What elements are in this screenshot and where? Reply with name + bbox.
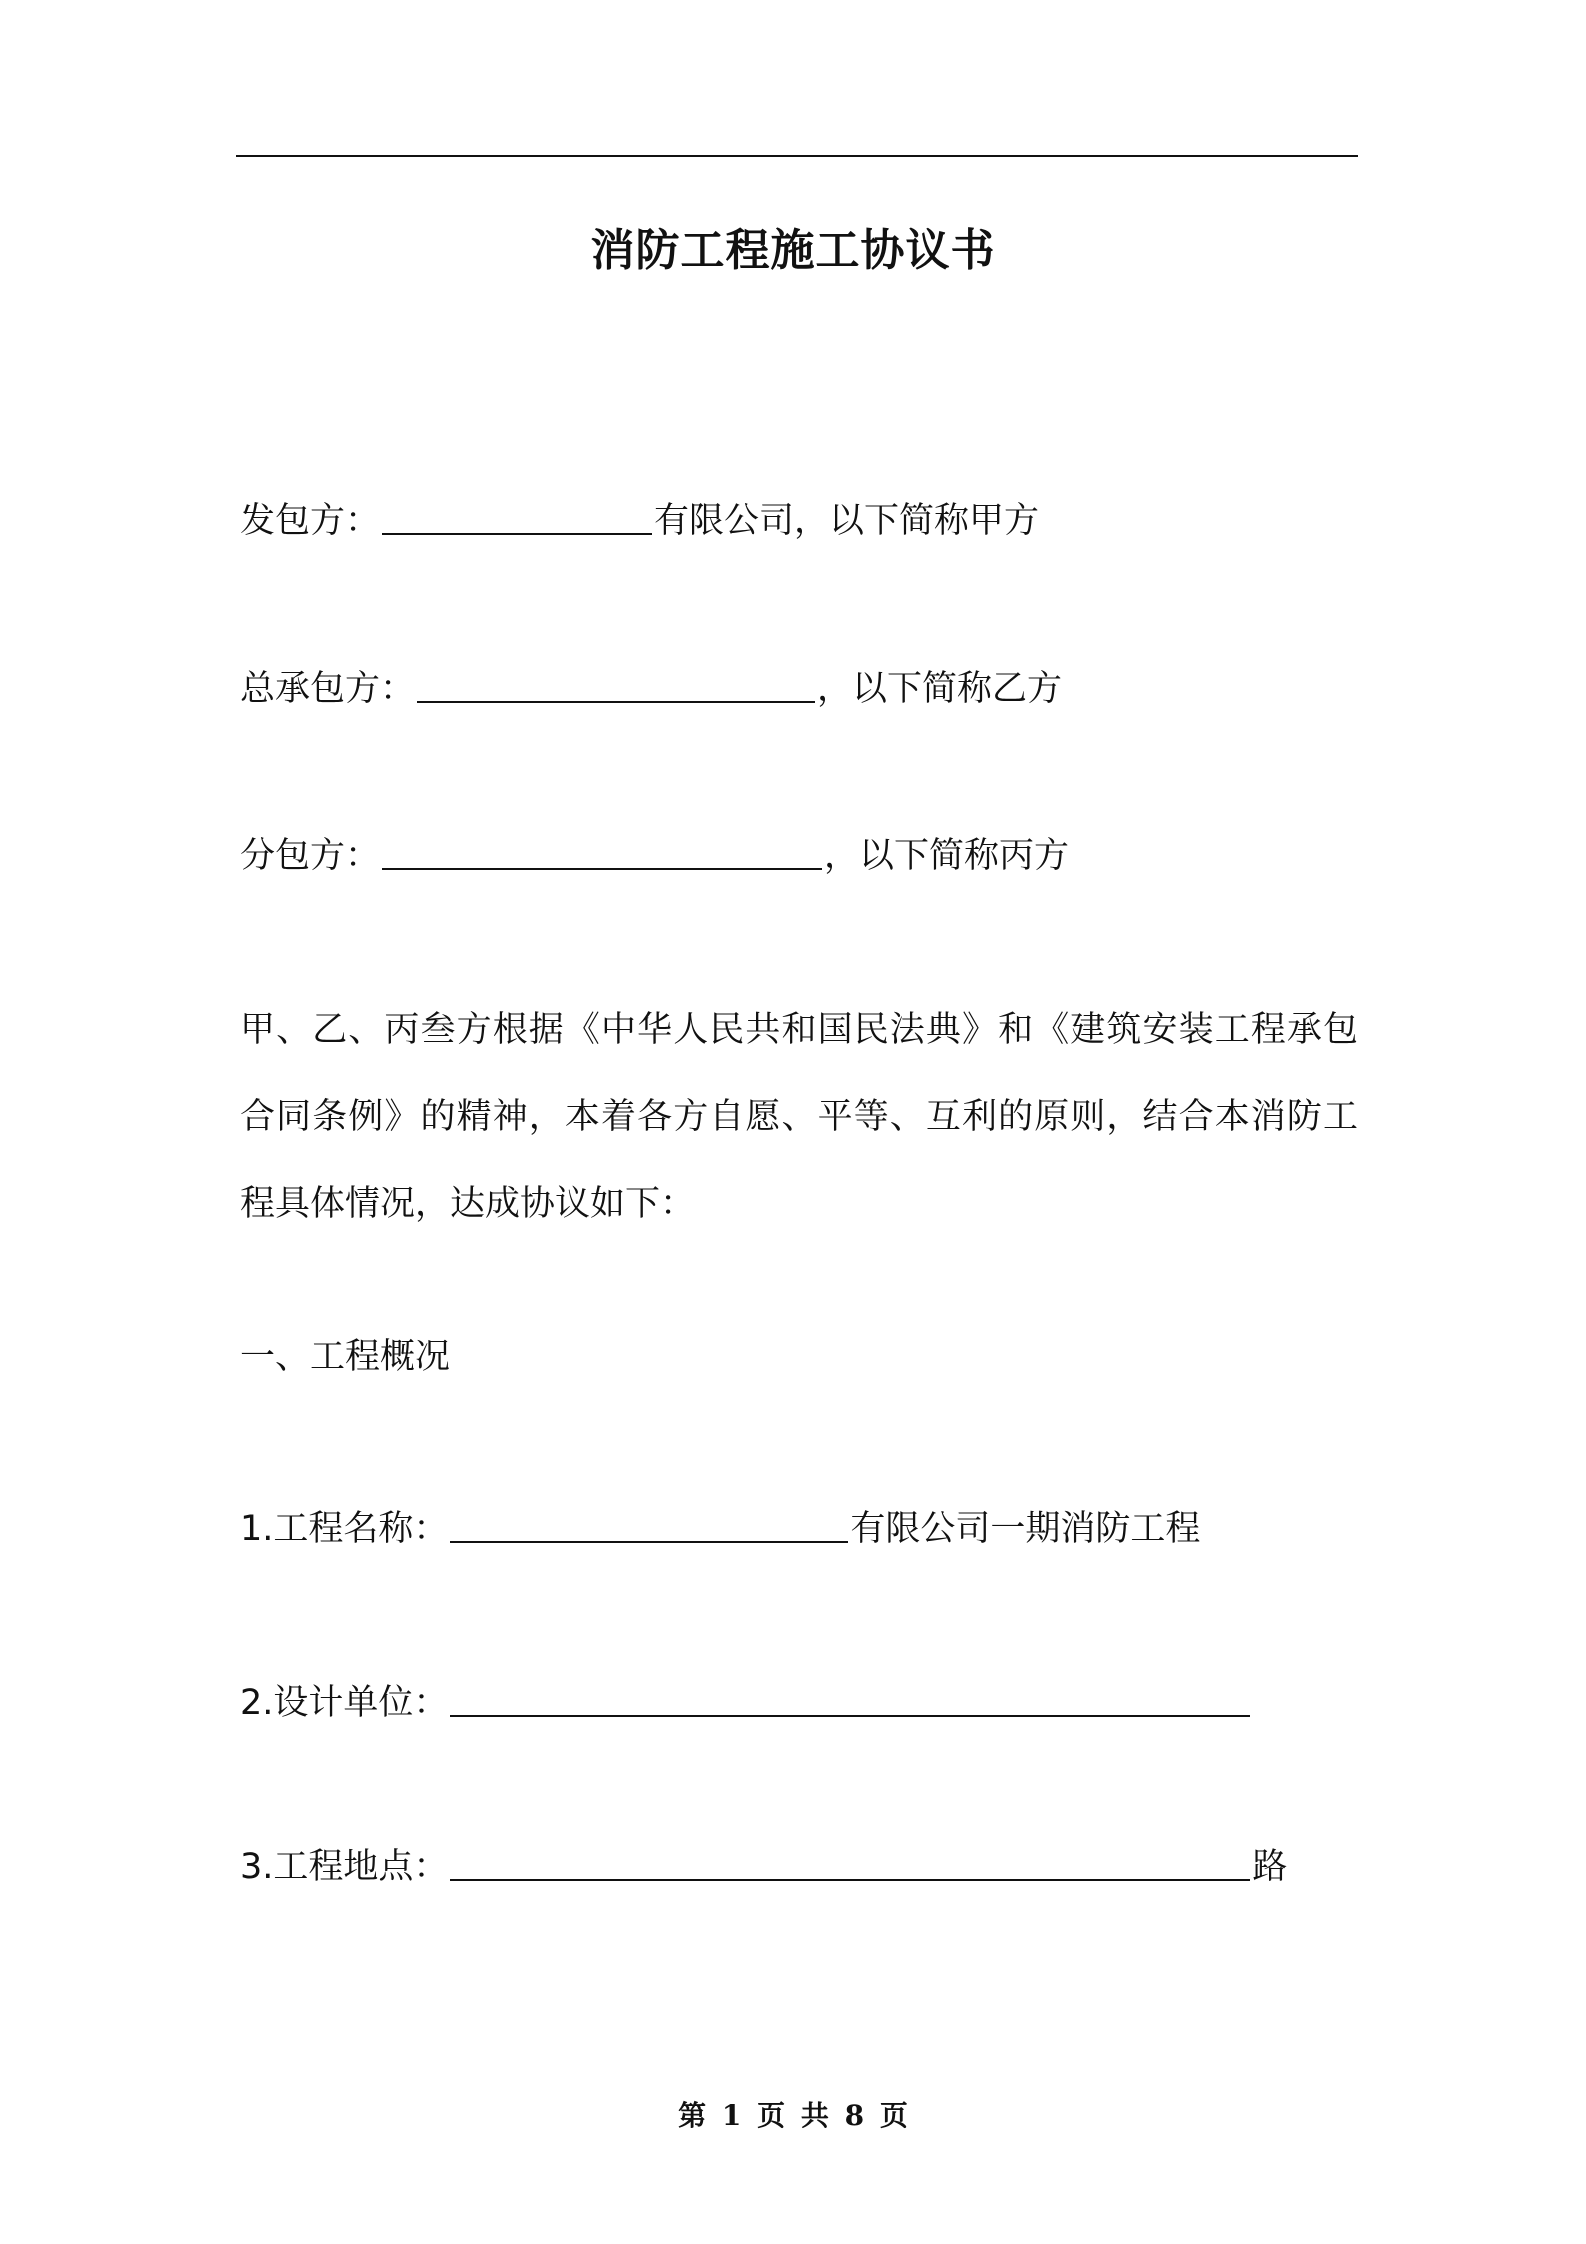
- subcontractor-suffix: ，以下简称丙方: [824, 835, 1070, 876]
- project-location-blank-field[interactable]: [450, 1842, 1250, 1881]
- design-unit-line: [240, 1678, 1252, 1724]
- design-unit-label: 2.设计单位：: [240, 1682, 449, 1723]
- intro-paragraph: 甲、乙、丙叁方根据《中华人民共和国民法典》和《建筑安装工程承包合同条例》的精神，本着各方自愿、平等、互利的原则，结合本消防工程具体情况，达成协议如下：: [240, 1010, 1358, 1224]
- page-number-footer: 第 1 页 共 8 页: [678, 2099, 908, 2132]
- general-contractor-line: [240, 664, 1062, 710]
- employer-suffix: 有限公司，以下简称甲方: [654, 500, 1040, 541]
- project-name-blank-field[interactable]: [450, 1504, 848, 1543]
- project-location-suffix: 路: [1252, 1846, 1288, 1887]
- subcontractor-blank-field[interactable]: [382, 831, 822, 870]
- employer-line: [240, 496, 1039, 542]
- project-location-label: 3.工程地点：: [240, 1846, 449, 1887]
- project-name-suffix: 有限公司一期消防工程: [850, 1508, 1201, 1549]
- employer-blank-field[interactable]: [382, 496, 652, 535]
- general-contractor-suffix: ，以下简称乙方: [817, 668, 1063, 709]
- header-rule: [236, 155, 1358, 157]
- project-name-label: 1.工程名称：: [240, 1508, 449, 1549]
- design-unit-blank-field[interactable]: [450, 1678, 1250, 1717]
- section-heading: 一、工程概况: [240, 1337, 451, 1377]
- employer-label: 发包方：: [240, 500, 381, 541]
- subcontractor-label: 分包方：: [240, 835, 381, 876]
- document-title: 消防工程施工协议书: [590, 225, 996, 276]
- subcontractor-line: [240, 831, 1069, 877]
- general-contractor-label: 总承包方：: [240, 668, 416, 709]
- project-name-line: [240, 1504, 1200, 1550]
- project-location-line: [240, 1842, 1287, 1888]
- general-contractor-blank-field[interactable]: [417, 664, 815, 703]
